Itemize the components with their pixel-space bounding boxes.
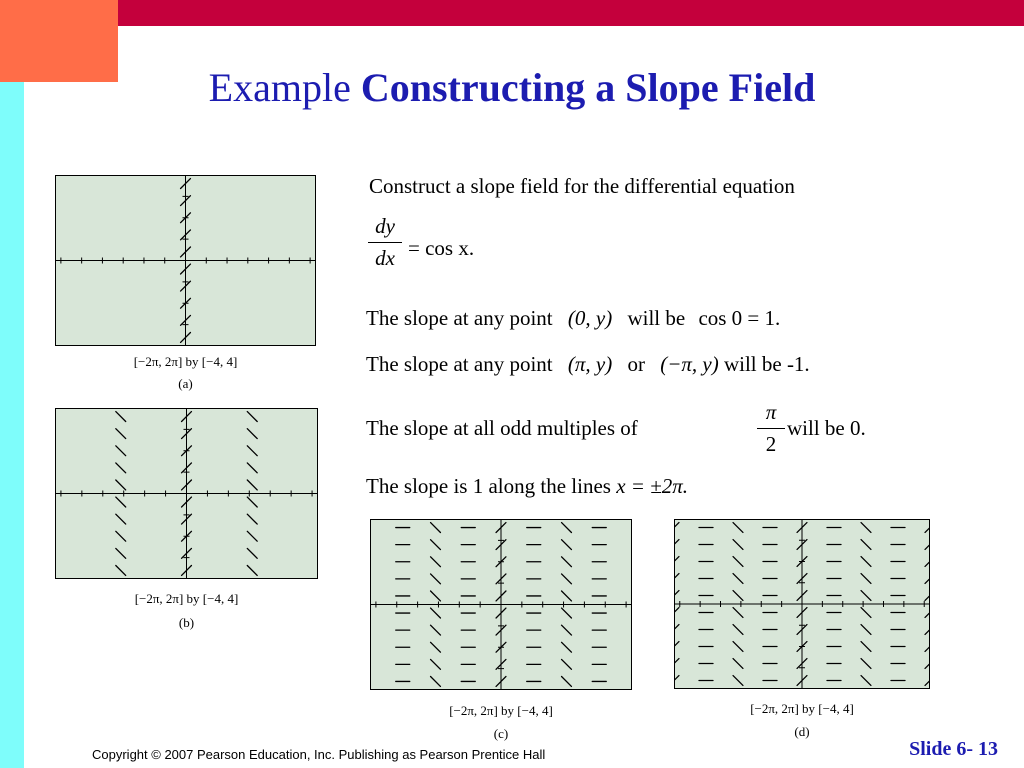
- window-label-b: [−2π, 2π] by [−4, 4]: [134, 591, 239, 606]
- derivative-numerator: dy: [368, 214, 402, 243]
- line5-prefix: The slope is 1 along the lines: [366, 474, 611, 498]
- line3-or: or: [627, 352, 645, 376]
- left-accent-bar: [0, 82, 24, 768]
- line2-middle: will be: [627, 306, 686, 330]
- two-denominator: 2: [765, 432, 777, 456]
- body-line-4-prefix: The slope at all odd multiples of: [366, 416, 638, 440]
- line2-result: cos 0 = 1.: [698, 306, 781, 330]
- slope-field-chart-c: [370, 519, 632, 690]
- window-label-d: [−2π, 2π] by [−4, 4]: [750, 701, 854, 716]
- pi-numerator: π: [757, 400, 785, 429]
- slope-field-panel-c: [370, 519, 632, 690]
- line3-prefix: The slope at any point: [366, 352, 553, 376]
- title-bold: Constructing a Slope Field: [360, 65, 816, 110]
- slide-number: Slide 6- 13: [909, 738, 998, 760]
- derivative-fraction: [368, 214, 402, 271]
- body-line-5: [366, 474, 688, 499]
- line2-point: (0, y): [567, 306, 613, 330]
- line3-point-a: (π, y): [567, 352, 613, 376]
- slope-field-chart-d: [674, 519, 930, 689]
- equation-rhs: = cos x.: [408, 236, 475, 260]
- slide-title: [0, 64, 1024, 111]
- title-prefix: Example: [208, 65, 351, 110]
- body-line-4-suffix: will be 0.: [787, 416, 866, 440]
- pi-over-two-fraction: [757, 400, 785, 457]
- caption-c: (c): [493, 726, 509, 741]
- line5-math: x = ±2π.: [616, 474, 689, 498]
- body-line-1: Construct a slope field for the differential equation: [369, 174, 795, 198]
- caption-d: (d): [794, 724, 810, 739]
- line3-suffix: will be -1.: [723, 352, 810, 376]
- caption-a: (a): [178, 376, 193, 391]
- slope-field-chart-a: [55, 175, 316, 346]
- body-line-3: [366, 352, 810, 377]
- window-label-a: [−2π, 2π] by [−4, 4]: [133, 354, 238, 369]
- top-accent-bar: [0, 0, 1024, 26]
- body-line-2: [366, 306, 780, 331]
- slope-field-panel-d: [674, 519, 930, 689]
- line3-point-b: (−π, y): [660, 352, 719, 376]
- derivative-denominator: dx: [375, 246, 395, 270]
- caption-b: (b): [178, 615, 195, 630]
- slope-field-chart-b: [55, 408, 318, 579]
- slope-field-panel-a: [55, 175, 316, 346]
- slope-field-panel-b: [55, 408, 318, 579]
- copyright-footer: Copyright © 2007 Pearson Education, Inc. Publishing as Pearson Prentice Hall: [92, 747, 546, 762]
- line2-prefix: The slope at any point: [366, 306, 553, 330]
- window-label-c: [−2π, 2π] by [−4, 4]: [449, 703, 553, 718]
